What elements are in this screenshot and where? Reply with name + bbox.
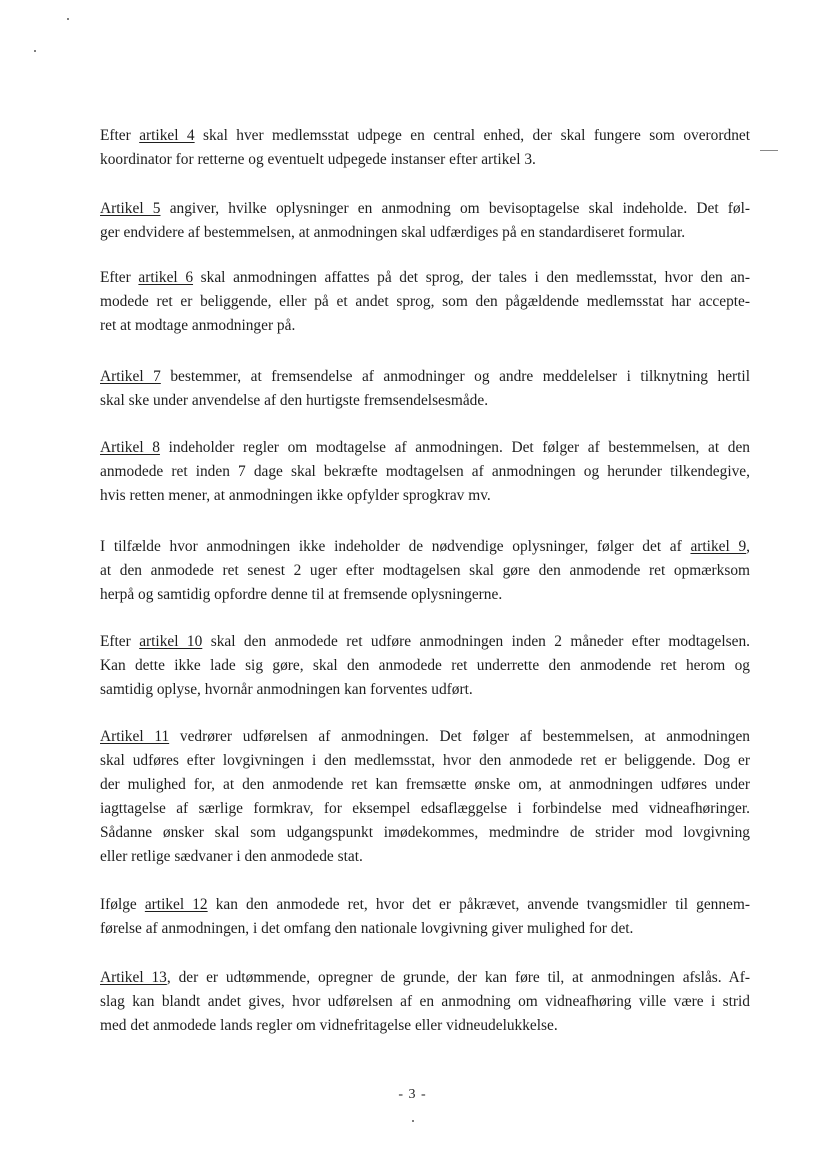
article-reference: Artikel 5 bbox=[100, 200, 161, 217]
text-line bbox=[100, 389, 750, 413]
text-segment: Sådanne ønsker skal som udgangspunkt imødekommes, medmindre de strider mod lovgivning bbox=[100, 824, 750, 841]
text-line bbox=[100, 749, 750, 773]
text-segment: , der er udtømmende, opregner de grunde, der kan føre til, at anmodningen afslås. Af- bbox=[166, 969, 750, 986]
paragraph bbox=[100, 966, 750, 1038]
article-reference: artikel 10 bbox=[139, 633, 203, 650]
text-line bbox=[100, 266, 750, 290]
text-segment: slag kan blandt andet gives, hvor udførelsen af en anmodning om vidneafhøring ville være i strid bbox=[100, 993, 750, 1010]
paragraph bbox=[100, 436, 750, 508]
text-segment: hvis retten mener, at anmodningen ikke opfylder sprogkrav mv. bbox=[100, 487, 491, 504]
article-reference: artikel 12 bbox=[144, 896, 208, 913]
paragraph bbox=[100, 197, 750, 245]
text-segment: Efter bbox=[100, 127, 140, 144]
article-reference: Artikel 7 bbox=[100, 368, 161, 385]
text-line bbox=[100, 966, 750, 990]
text-segment: førelse af anmodningen, i det omfang den nationale lovgivning giver mulighed for det. bbox=[100, 920, 634, 937]
text-line bbox=[100, 314, 750, 338]
paragraph bbox=[100, 365, 750, 413]
article-reference: artikel 6 bbox=[138, 269, 194, 286]
text-line bbox=[100, 990, 750, 1014]
text-line bbox=[100, 678, 750, 702]
text-segment: at den anmodede ret senest 2 uger efter modtagelsen skal gøre den anmodende ret opmærksom bbox=[100, 562, 750, 579]
article-reference: artikel 9 bbox=[690, 538, 747, 555]
article-reference: artikel 4 bbox=[139, 127, 195, 144]
text-segment: kan den anmodede ret, hvor det er påkrævet, anvende tvangsmidler til gennem- bbox=[207, 896, 750, 913]
text-segment: iagttagelse af særlige formkrav, for eksempel edsaflæggelse i forbindelse med vidneafhøringer. bbox=[100, 800, 750, 817]
paragraph bbox=[100, 725, 750, 869]
text-segment: anmodede ret inden 7 dage skal bekræfte modtagelsen af anmodningen og herunder tilkendegive, bbox=[100, 463, 750, 480]
text-line bbox=[100, 845, 750, 869]
text-line bbox=[100, 124, 750, 148]
text-line bbox=[100, 893, 750, 917]
text-segment: indeholder regler om modtagelse af anmodningen. Det følger af bestemmelsen, at den bbox=[159, 439, 750, 456]
text-line bbox=[100, 583, 750, 607]
text-segment: herpå og samtidig opfordre denne til at fremsende oplysningerne. bbox=[100, 586, 503, 603]
text-segment: koordinator for retterne og eventuelt udpegede instanser efter artikel 3. bbox=[100, 151, 536, 168]
text-line bbox=[100, 630, 750, 654]
text-line bbox=[100, 725, 750, 749]
scan-speck bbox=[34, 50, 36, 52]
paragraph bbox=[100, 535, 750, 607]
text-line bbox=[100, 654, 750, 678]
text-segment: Efter bbox=[100, 269, 139, 286]
text-segment: modede ret er beliggende, eller på et andet sprog, som den pågældende medlemsstat har accepte- bbox=[100, 293, 750, 310]
text-segment: bestemmer, at fremsendelse af anmodninger og andre meddelelser i tilknytning hertil bbox=[160, 368, 750, 385]
text-segment: samtidig oplyse, hvornår anmodningen kan forventes udført. bbox=[100, 681, 473, 698]
text-segment: I tilfælde hvor anmodningen ikke indeholder de nødvendige oplysninger, følger det af bbox=[100, 538, 691, 555]
text-segment: skal hver medlemsstat udpege en central enhed, der skal fungere som overordnet bbox=[194, 127, 750, 144]
text-line bbox=[100, 436, 750, 460]
text-segment: skal ske under anvendelse af den hurtigste fremsendelsesmåde. bbox=[100, 392, 489, 409]
text-line bbox=[100, 821, 750, 845]
text-line bbox=[100, 917, 750, 941]
scan-mark bbox=[760, 150, 778, 151]
text-line bbox=[100, 484, 750, 508]
paragraph bbox=[100, 124, 750, 172]
text-line bbox=[100, 148, 750, 172]
text-segment: Efter bbox=[100, 633, 140, 650]
text-line bbox=[100, 460, 750, 484]
text-line bbox=[100, 221, 750, 245]
article-reference: Artikel 13 bbox=[100, 969, 167, 986]
paragraph bbox=[100, 893, 750, 941]
text-segment: skal den anmodede ret udføre anmodningen inden 2 måneder efter modtagelsen. bbox=[202, 633, 751, 650]
text-line bbox=[100, 797, 750, 821]
article-reference: Artikel 8 bbox=[100, 439, 160, 456]
text-segment: ger endvidere af bestemmelsen, at anmodningen skal udfærdiges på en standardiseret formular. bbox=[100, 224, 686, 241]
text-line bbox=[100, 535, 750, 559]
text-segment: med det anmodede lands regler om vidnefritagelse eller vidneudelukkelse. bbox=[100, 1017, 558, 1034]
paragraph bbox=[100, 630, 750, 702]
text-line bbox=[100, 1014, 750, 1038]
text-line bbox=[100, 290, 750, 314]
text-line bbox=[100, 365, 750, 389]
scan-speck bbox=[412, 1120, 414, 1122]
text-segment: skal anmodningen affattes på det sprog, der tales i den medlemsstat, hvor den an- bbox=[193, 269, 750, 286]
text-segment: angiver, hvilke oplysninger en anmodning om bevisoptagelse skal indeholde. Det føl- bbox=[160, 200, 751, 217]
text-segment: , bbox=[746, 538, 751, 555]
text-segment: ret at modtage anmodninger på. bbox=[100, 317, 296, 334]
text-line bbox=[100, 559, 750, 583]
page-number: - 3 - bbox=[398, 1087, 427, 1102]
text-line bbox=[100, 773, 750, 797]
text-segment: eller retlige sædvaner i den anmodede stat. bbox=[100, 848, 363, 865]
text-segment: der mulighed for, at den anmodende ret kan fremsætte ønske om, at anmodningen udføres under bbox=[100, 776, 750, 793]
scan-speck bbox=[67, 18, 69, 20]
text-segment: vedrører udførelsen af anmodningen. Det følger af bestemmelsen, at anmodningen bbox=[169, 728, 750, 745]
paragraph bbox=[100, 266, 750, 338]
text-segment: skal udføres efter lovgivningen i den medlemsstat, hvor den anmodede ret er beliggende. Dog er bbox=[100, 752, 750, 769]
text-segment: Kan dette ikke lade sig gøre, skal den anmodede ret underrette den anmodende ret herom og bbox=[100, 657, 750, 674]
article-reference: Artikel 11 bbox=[100, 728, 170, 745]
text-line bbox=[100, 197, 750, 221]
text-segment: Ifølge bbox=[100, 896, 145, 913]
